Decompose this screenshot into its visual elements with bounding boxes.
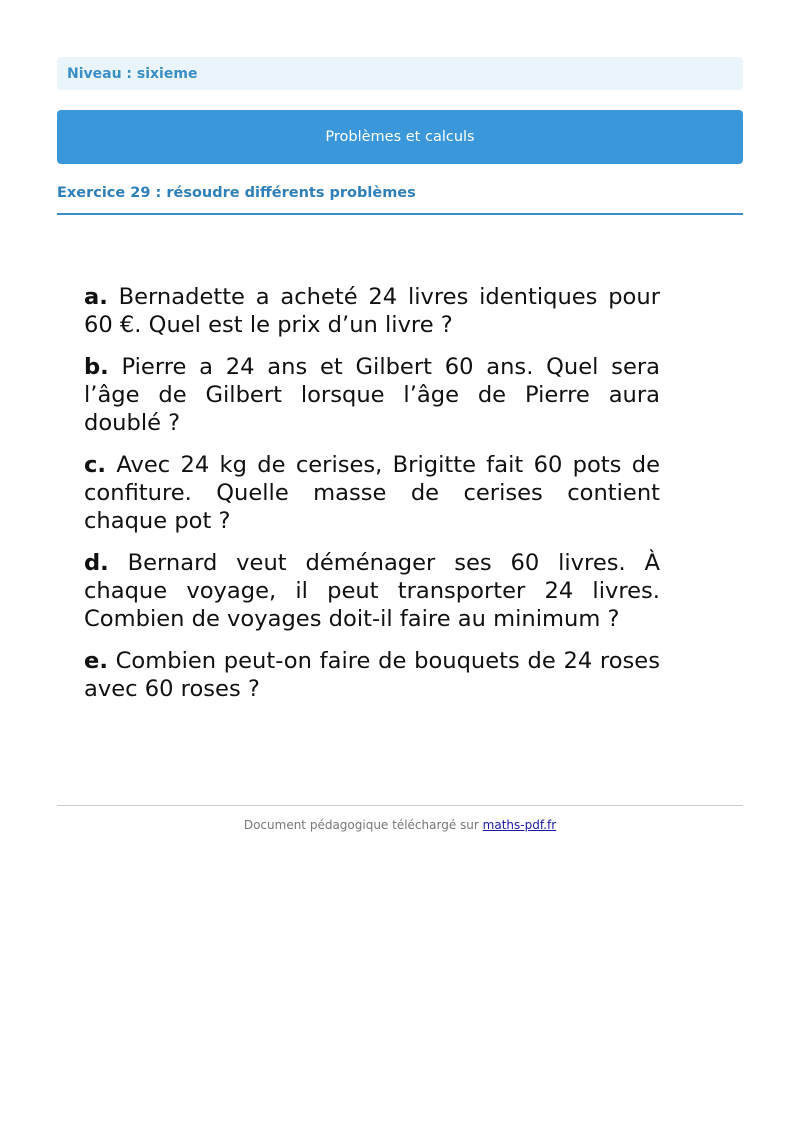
problem-text: Avec 24 kg de cerises, Brigitte fait 60 pots de confiture. Quelle masse de cerises contient chaque pot ?: [84, 452, 660, 534]
problem-letter: d.: [84, 550, 109, 576]
level-banner: [57, 57, 743, 90]
problem-letter: b.: [84, 354, 109, 380]
level-label: Niveau : sixieme: [67, 65, 198, 82]
problem-text: Bernadette a acheté 24 livres identiques pour 60 €. Quel est le prix d’un livre ?: [84, 284, 660, 338]
footer-text: Document pédagogique téléchargé sur: [243, 818, 479, 832]
section-title-bar: [57, 110, 743, 164]
exercise-heading: Exercice 29 : résoudre différents problèmes: [57, 185, 743, 215]
problem-list: [84, 283, 660, 717]
problem-b: [84, 353, 660, 437]
problem-e: [84, 647, 660, 703]
problem-text: Pierre a 24 ans et Gilbert 60 ans. Quel sera l’âge de Gilbert lorsque l’âge de Pierre aura doublé ?: [84, 354, 660, 436]
problem-d: [84, 549, 660, 633]
section-title: Problèmes et calculs: [325, 129, 475, 145]
footer-link[interactable]: maths-pdf.fr: [482, 818, 557, 832]
problem-letter: c.: [84, 452, 106, 478]
problem-text: Combien peut-on faire de bouquets de 24 roses avec 60 roses ?: [84, 648, 660, 702]
problem-text: Bernard veut déménager ses 60 livres. À chaque voyage, il peut transporter 24 livres. Combien de voyages doit-il faire au minimum ?: [84, 550, 660, 632]
problem-a: [84, 283, 660, 339]
problem-letter: a.: [84, 284, 108, 310]
problem-c: [84, 451, 660, 535]
footer-divider: [57, 805, 743, 806]
footer: [57, 818, 743, 832]
problem-letter: e.: [84, 648, 108, 674]
